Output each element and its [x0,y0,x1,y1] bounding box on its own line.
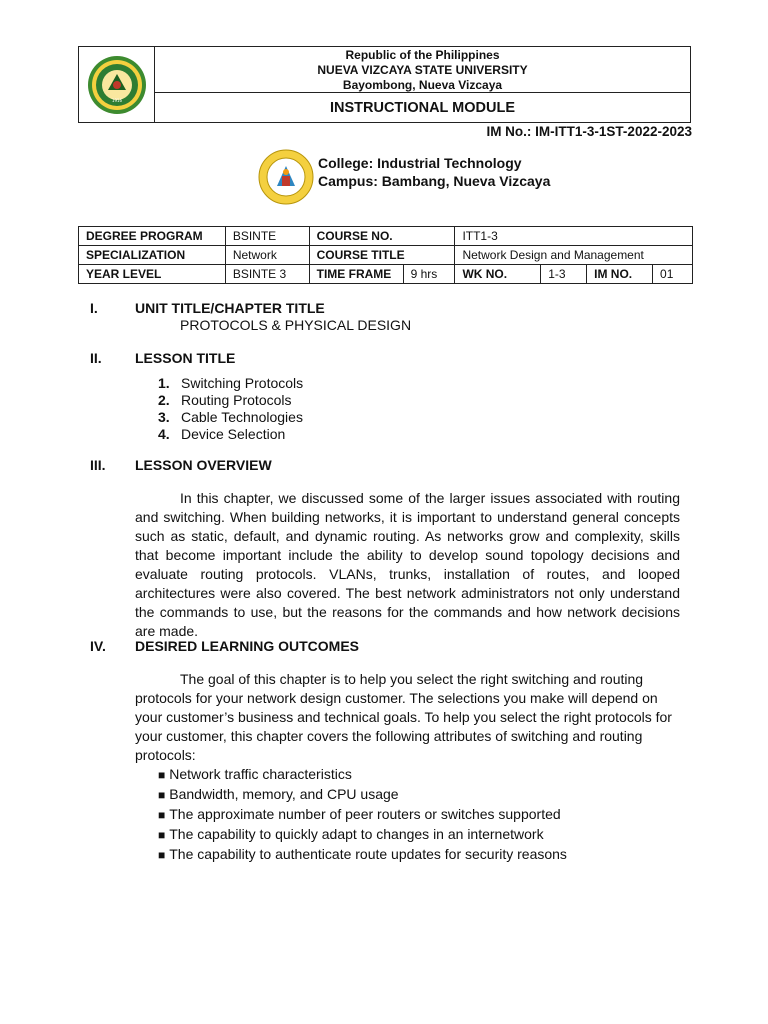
section-heading: LESSON TITLE [135,350,236,366]
section-heading: DESIRED LEARNING OUTCOMES [135,638,360,654]
campus-name: Campus: Bambang, Nueva Vizcaya [318,173,551,189]
section-number: IV. [90,638,106,654]
im-no-value: 01 [653,265,693,284]
wk-no-value: 1-3 [541,265,587,284]
course-no-label: COURSE NO. [309,227,455,246]
list-item: ■ Network traffic characteristics [158,766,352,782]
year-level-label: YEAR LEVEL [79,265,226,284]
wk-no-label: WK NO. [455,265,541,284]
college-name: College: Industrial Technology [318,155,522,171]
chapter-title: PROTOCOLS & PHYSICAL DESIGN [180,317,412,333]
university-logo-cell [79,47,155,122]
im-number: IM No.: IM-ITT1-3-1ST-2022-2023 [486,124,692,139]
specialization-value: Network [225,246,309,265]
table-row [79,227,693,246]
section-number: III. [90,457,106,473]
list-item: ■ The capability to authenticate route updates for security reasons [158,846,567,862]
list-item: 4. Device Selection [158,426,286,442]
bullet-icon: ■ [158,788,166,802]
degree-program-value: BSINTE [225,227,309,246]
university-heading [155,47,690,93]
time-frame-label: TIME FRAME [309,265,403,284]
list-item: ■ The approximate number of peer routers or switches supported [158,806,561,822]
bullet-icon: ■ [158,808,166,822]
list-item: 3. Cable Technologies [158,409,303,425]
course-title-value: Network Design and Management [455,246,693,265]
year-level-value: BSINTE 3 [225,265,309,284]
time-frame-value: 9 hrs [403,265,455,284]
module-title: INSTRUCTIONAL MODULE [329,100,515,116]
table-row [79,246,693,265]
lesson-list [158,375,303,443]
list-item: 1. Switching Protocols [158,375,304,391]
section-number: II. [90,350,102,366]
university-name: NUEVA VIZCAYA STATE UNIVERSITY [317,63,528,77]
university-address: Bayombong, Nueva Vizcaya [342,78,503,92]
outcomes-intro: The goal of this chapter is to help you select the right switching and routing protocols for your network design customer. The selections you make will depend on your customer’s business and technical goals. To help you select the right protocols for your customer, this chapter covers the following attributes of switching and routing protocols: [135,671,672,763]
course-no-value: ITT1-3 [455,227,693,246]
course-info-table [78,226,693,284]
svg-text:1916: 1916 [111,97,122,103]
course-title-label: COURSE TITLE [309,246,455,265]
list-item: ■ The capability to quickly adapt to changes in an internetwork [158,826,544,842]
im-no-label: IM NO. [587,265,653,284]
bullet-icon: ■ [158,828,166,842]
section-heading: UNIT TITLE/CHAPTER TITLE [135,300,325,316]
bullet-icon: ■ [158,768,166,782]
header-box [78,46,691,123]
section-heading: LESSON OVERVIEW [135,457,272,473]
list-item: ■ Bandwidth, memory, and CPU usage [158,786,399,802]
overview-paragraph: In this chapter, we discussed some of the larger issues associated with routing and switching. When building networks, it is important to understand general concepts such as static, default, and dynamic routing. As networks grow and complexity, skills that become important include the ability to develop sound topology decisions and evaluate routing protocols. VLANs, trunks, installation of routes, and looped architectures were also covered. The best network administrators not only understand the commands to use, but the reasons for the commands and how network decisions are made. [135,490,680,639]
college-text [318,154,550,190]
university-logo [86,54,148,116]
republic-line: Republic of the Philippines [345,48,500,62]
section-number: I. [90,300,98,316]
outcomes-list [158,765,567,865]
table-row [79,265,693,284]
bullet-icon: ■ [158,848,166,862]
college-seal [258,148,314,206]
list-item: 2. Routing Protocols [158,392,292,408]
degree-program-label: DEGREE PROGRAM [79,227,226,246]
specialization-label: SPECIALIZATION [79,246,226,265]
